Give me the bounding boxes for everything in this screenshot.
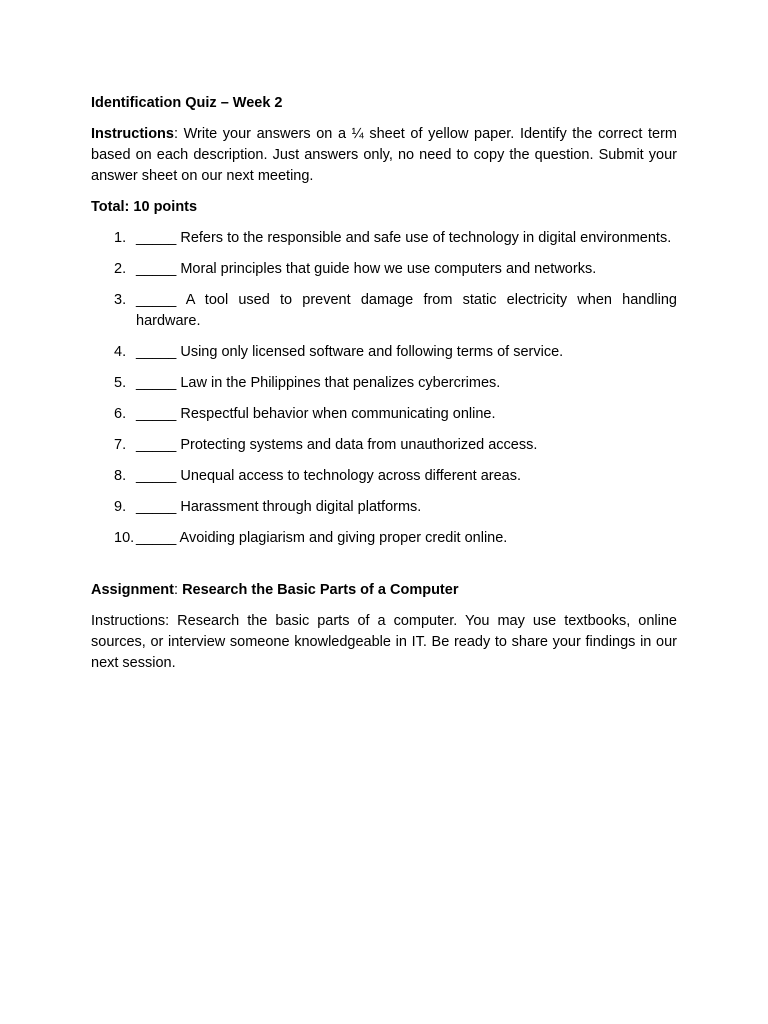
quiz-item — [91, 435, 677, 456]
quiz-item — [91, 373, 677, 394]
item-text: _____ A tool used to prevent damage from static electricity when handling hardware. — [136, 292, 677, 329]
assignment-separator: : — [174, 582, 183, 598]
assignment-title: Research the Basic Parts of a Computer — [182, 582, 459, 598]
total-points: Total: 10 points — [91, 199, 198, 215]
item-number: 5. — [114, 375, 127, 391]
quiz-item — [91, 466, 677, 487]
item-number: 8. — [114, 468, 127, 484]
quiz-item — [91, 528, 677, 549]
quiz-items-list — [91, 228, 677, 549]
item-number: 7. — [114, 437, 127, 453]
quiz-item — [91, 259, 677, 280]
instructions-label: Instructions — [91, 126, 174, 142]
quiz-instructions — [91, 124, 677, 187]
item-text: _____ Refers to the responsible and safe use of technology in digital environments. — [136, 230, 672, 246]
item-number: 2. — [114, 261, 127, 277]
item-text: _____ Unequal access to technology across different areas. — [136, 468, 522, 484]
assignment-heading — [91, 580, 677, 601]
item-text: _____ Using only licensed software and following terms of service. — [136, 344, 564, 360]
instructions-text: : Write your answers on a ¼ sheet of yellow paper. Identify the correct term based on each description. Just answers only, no need to copy the question. Submit your answer sheet on our next meeting. — [91, 126, 677, 184]
item-text: _____ Law in the Philippines that penalizes cybercrimes. — [136, 375, 501, 391]
item-number: 10. — [114, 530, 135, 546]
quiz-item — [91, 497, 677, 518]
item-number: 9. — [114, 499, 127, 515]
item-number: 3. — [114, 292, 127, 308]
item-number: 4. — [114, 344, 127, 360]
assignment-instructions: Instructions: Research the basic parts of a computer. You may use textbooks, online sources, or interview someone knowledgeable in IT. Be ready to share your findings in our next session. — [91, 613, 677, 671]
item-text: _____ Moral principles that guide how we use computers and networks. — [136, 261, 597, 277]
quiz-item — [91, 290, 677, 332]
item-text: _____ Protecting systems and data from unauthorized access. — [136, 437, 538, 453]
quiz-item — [91, 228, 677, 249]
quiz-item — [91, 404, 677, 425]
item-number: 6. — [114, 406, 127, 422]
quiz-item — [91, 342, 677, 363]
document-page — [91, 93, 677, 674]
item-text: _____ Respectful behavior when communicating online. — [136, 406, 496, 422]
item-text: _____ Avoiding plagiarism and giving proper credit online. — [136, 530, 508, 546]
item-text: _____ Harassment through digital platforms. — [136, 499, 422, 515]
assignment-label: Assignment — [91, 582, 174, 598]
quiz-title: Identification Quiz – Week 2 — [91, 95, 283, 111]
item-number: 1. — [114, 230, 127, 246]
